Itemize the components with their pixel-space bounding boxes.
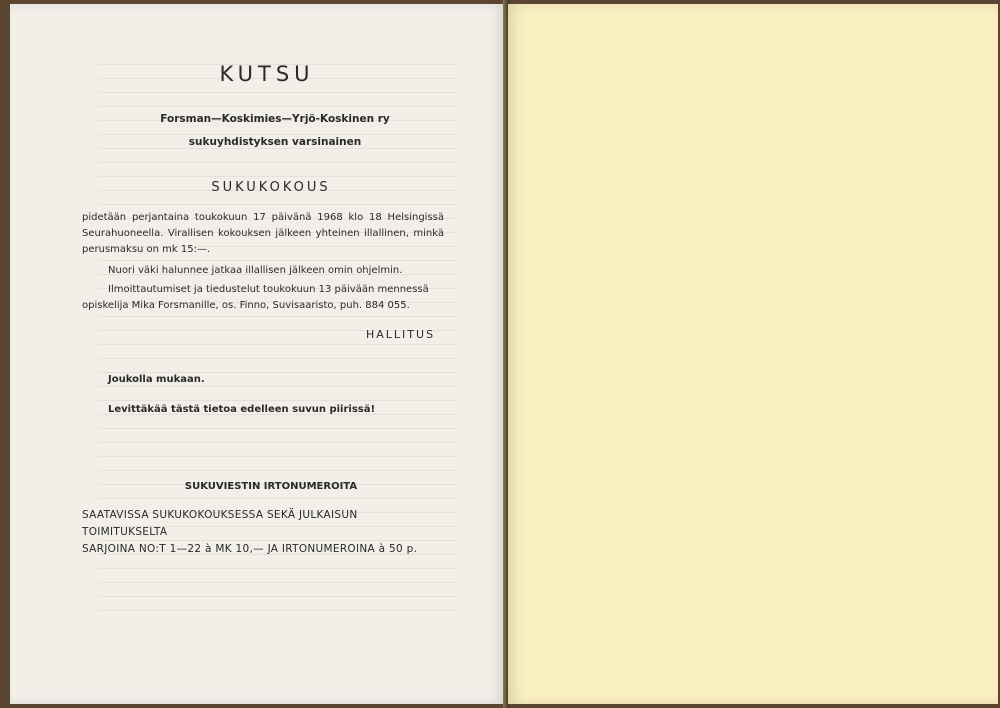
left-page — [10, 4, 504, 704]
back-issues-line-2: SARJOINA NO:T 1—22 à MK 10,— JA IRTONUMEROINA à 50 p. — [82, 543, 418, 555]
registration-paragraph — [82, 282, 444, 314]
slogan-join: Joukolla mukaan. — [108, 374, 205, 385]
back-issues-heading: SUKUVIESTIN IRTONUMEROITA — [184, 481, 358, 492]
meeting-details-paragraph: pidetään perjantaina toukokuun 17 päivänä 1968 klo 18 Helsingissä Seurahuoneella. Virallisen kokouksen jälkeen yhteinen illallinen, minkä perusmaksu on mk 15:—. — [82, 212, 444, 255]
registration-line-2: opiskelija Mika Forsmanille, os. Finno, Suvisaaristo, puh. 884 055. — [82, 300, 410, 311]
page-title: KUTSU — [219, 62, 315, 86]
meeting-heading: SUKUKOKOUS — [211, 180, 331, 195]
organization-line: Forsman—Koskimies—Yrjö-Koskinen ry — [160, 113, 390, 125]
meeting-type-line: sukuyhdistyksen varsinainen — [188, 136, 362, 148]
right-page-blank — [508, 4, 998, 704]
youth-program-paragraph: Nuori väki halunnee jatkaa illallisen jälkeen omin ohjelmin. — [108, 265, 403, 276]
back-issues-paragraph — [82, 507, 444, 558]
slogan-spread-word: Levittäkää tästä tietoa edelleen suvun piirissä! — [108, 404, 376, 415]
registration-line-1: Ilmoittautumiset ja tiedustelut toukokuun 13 päivään mennessä — [108, 284, 429, 295]
signature: HALLITUS — [366, 328, 436, 341]
back-issues-line-1: SAATAVISSA SUKUKOKOUKSESSA SEKÄ JULKAISUN TOIMITUKSELTA — [82, 509, 358, 538]
